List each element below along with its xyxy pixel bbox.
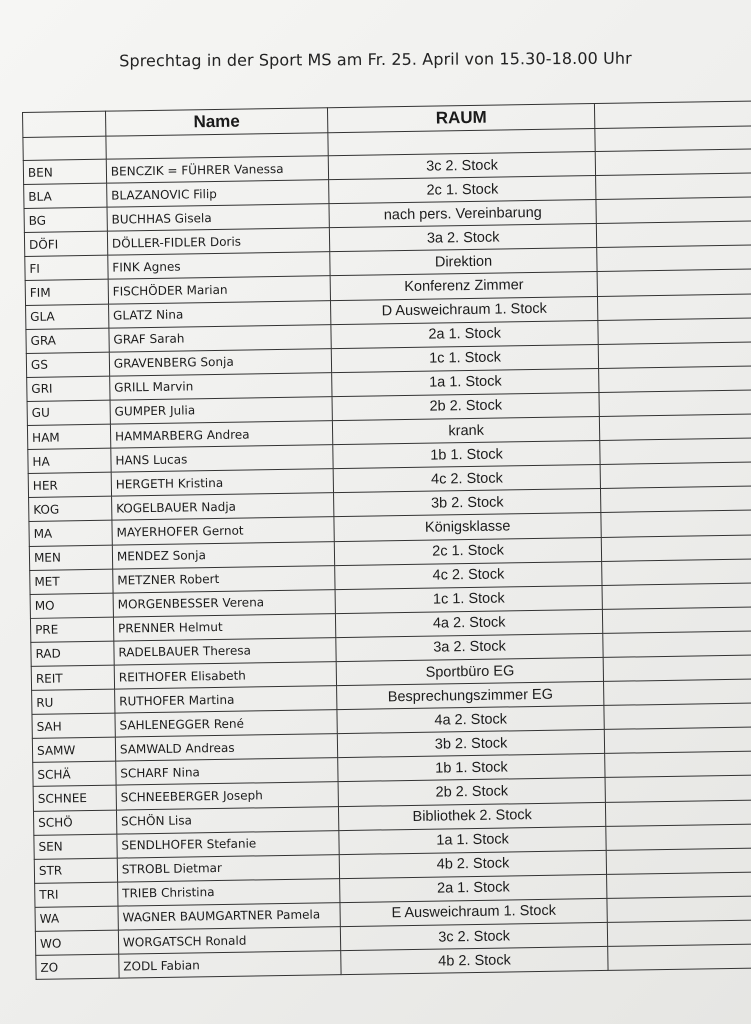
room-cell: 4b 2. Stock	[339, 850, 607, 878]
room-cell: Bibliothek 2. Stock	[338, 802, 606, 830]
room-cell: Besprechungszimmer EG	[337, 681, 605, 709]
name-cell: HANS Lucas	[111, 445, 333, 473]
room-cell: 3b 2. Stock	[337, 730, 605, 758]
name-cell: SAHLENEGGER René	[115, 710, 337, 738]
name-cell: METZNER Robert	[113, 565, 335, 593]
room-cell: 1b 1. Stock	[338, 754, 606, 782]
name-cell: GRAVENBERG Sonja	[109, 348, 331, 376]
extra-cell	[600, 438, 751, 465]
room-cell: 4c 2. Stock	[333, 465, 601, 493]
code-cell: WA	[35, 906, 118, 931]
room-cell: 4b 2. Stock	[341, 946, 609, 974]
room-cell: Sportbüro EG	[336, 657, 604, 685]
extra-cell	[603, 607, 751, 634]
code-cell: HA	[28, 448, 111, 473]
name-cell: ZODL Fabian	[119, 951, 341, 979]
code-cell: MO	[30, 593, 113, 618]
name-cell: SCHNEEBERGER Joseph	[116, 782, 338, 810]
room-cell: 2b 2. Stock	[338, 778, 606, 806]
code-cell: SEN	[34, 834, 117, 859]
room-cell: 1c 1. Stock	[335, 585, 603, 613]
room-cell: 1a 1. Stock	[339, 826, 607, 854]
name-cell: MAYERHOFER Gernot	[112, 517, 334, 545]
name-cell: TRIEB Christina	[118, 878, 340, 906]
page-title: Sprechtag in der Sport MS am Fr. 25. April von 15.30-18.00 Uhr	[119, 48, 632, 71]
name-cell: SCHÖN Lisa	[116, 806, 338, 834]
extra-cell	[607, 896, 751, 923]
name-cell: BUCHHAS Gisela	[107, 204, 329, 232]
blank-cell	[595, 126, 751, 152]
code-cell: SAH	[32, 713, 115, 738]
room-cell: krank	[332, 416, 600, 444]
extra-cell	[596, 197, 751, 224]
header-name: Name	[105, 108, 327, 136]
room-cell: Direktion	[330, 248, 598, 276]
name-cell: FISCHÖDER Marian	[108, 276, 330, 304]
room-cell: nach pers. Vereinbarung	[329, 200, 597, 228]
code-cell: SCHÄ	[33, 761, 116, 786]
blank-cell	[23, 136, 106, 160]
room-cell: 4a 2. Stock	[337, 706, 605, 734]
code-cell: GS	[26, 352, 109, 377]
code-cell: GLA	[26, 304, 109, 329]
code-cell: TRI	[35, 882, 118, 907]
code-cell: BG	[24, 207, 107, 232]
room-cell: D Ausweichraum 1. Stock	[331, 296, 599, 324]
code-cell: WO	[35, 930, 118, 955]
room-cell: 2b 2. Stock	[332, 392, 600, 420]
code-cell: GRI	[27, 376, 110, 401]
room-cell: E Ausweichraum 1. Stock	[340, 898, 608, 926]
header-code	[23, 111, 106, 137]
room-cell: 2c 1. Stock	[334, 537, 602, 565]
extra-cell	[604, 703, 751, 730]
name-cell: STROBL Dietmar	[117, 854, 339, 882]
extra-cell	[598, 293, 751, 320]
name-cell: BLAZANOVIC Filip	[107, 180, 329, 208]
room-cell: 4c 2. Stock	[335, 561, 603, 589]
extra-cell	[599, 366, 751, 393]
name-cell: REITHOFER Elisabeth	[114, 662, 336, 690]
extra-cell	[600, 414, 751, 441]
room-cell: 4a 2. Stock	[335, 609, 603, 637]
room-cell: 2c 1. Stock	[329, 176, 597, 204]
extra-cell	[597, 245, 751, 272]
extra-cell	[599, 390, 751, 417]
code-cell: FI	[25, 256, 108, 281]
extra-cell	[607, 872, 751, 899]
name-cell: PRENNER Helmut	[113, 613, 335, 641]
extra-cell	[606, 823, 751, 850]
room-cell: Königsklasse	[334, 513, 602, 541]
room-cell: 2a 1. Stock	[331, 320, 599, 348]
room-cell: Konferenz Zimmer	[330, 272, 598, 300]
room-cell: 3c 2. Stock	[328, 151, 596, 179]
header-room: RAUM	[328, 104, 596, 133]
name-cell: BENCZIK = FÜHRER Vanessa	[106, 156, 328, 184]
extra-cell	[606, 848, 751, 875]
name-cell: KOGELBAUER Nadja	[111, 493, 333, 521]
code-cell: SAMW	[32, 737, 115, 762]
name-cell: GRILL Marvin	[110, 373, 332, 401]
extra-cell	[603, 655, 751, 682]
name-cell: DÖLLER-FIDLER Doris	[107, 228, 329, 256]
code-cell: GRA	[26, 328, 109, 353]
code-cell: GU	[27, 400, 110, 425]
name-cell: FINK Agnes	[108, 252, 330, 280]
extra-cell	[598, 318, 751, 345]
extra-cell	[598, 342, 751, 369]
blank-cell	[106, 133, 328, 159]
extra-cell	[606, 799, 751, 826]
code-cell: MEN	[29, 545, 112, 570]
name-cell: RUTHOFER Martina	[114, 686, 336, 714]
extra-cell	[601, 510, 751, 537]
code-cell: KOG	[29, 496, 112, 521]
room-cell: 1b 1. Stock	[333, 441, 601, 469]
code-cell: HAM	[27, 424, 110, 449]
name-cell: WAGNER BAUMGARTNER Pamela	[118, 903, 340, 931]
code-cell: ZO	[36, 954, 119, 979]
room-cell: 3a 2. Stock	[336, 633, 604, 661]
code-cell: RU	[32, 689, 115, 714]
name-cell: HAMMARBERG Andrea	[110, 421, 332, 449]
code-cell: PRE	[30, 617, 113, 642]
code-cell: BLA	[24, 183, 107, 208]
name-cell: SENDLHOFER Stefanie	[117, 830, 339, 858]
teacher-room-table	[22, 100, 751, 980]
extra-cell	[597, 269, 751, 296]
extra-cell	[608, 944, 751, 971]
code-cell: HER	[28, 472, 111, 497]
extra-cell	[597, 221, 751, 248]
name-cell: GLATZ Nina	[108, 300, 330, 328]
name-cell: GUMPER Julia	[110, 397, 332, 425]
room-cell: 1c 1. Stock	[331, 344, 599, 372]
room-cell: 1a 1. Stock	[332, 368, 600, 396]
room-cell: 3a 2. Stock	[329, 224, 597, 252]
extra-cell	[604, 727, 751, 754]
name-cell: RADELBAUER Theresa	[114, 638, 336, 666]
code-cell: MA	[29, 521, 112, 546]
extra-cell	[605, 775, 751, 802]
name-cell: SAMWALD Andreas	[115, 734, 337, 762]
name-cell: MORGENBESSER Verena	[113, 589, 335, 617]
code-cell: BEN	[23, 159, 106, 184]
extra-cell	[595, 149, 751, 176]
name-cell: WORGATSCH Ronald	[118, 927, 340, 955]
code-cell: STR	[34, 858, 117, 883]
room-cell: 3b 2. Stock	[334, 489, 602, 517]
extra-cell	[608, 920, 751, 947]
code-cell: DÖFI	[24, 231, 107, 256]
code-cell: MET	[30, 569, 113, 594]
extra-cell	[601, 486, 751, 513]
name-cell: GRAF Sarah	[109, 324, 331, 352]
room-cell: 3c 2. Stock	[340, 922, 608, 950]
extra-cell	[601, 534, 751, 561]
extra-cell	[602, 558, 751, 585]
name-cell: SCHARF Nina	[116, 758, 338, 786]
code-cell: REIT	[31, 665, 114, 690]
code-cell: FIM	[25, 280, 108, 305]
extra-cell	[596, 173, 751, 200]
code-cell: SCHÖ	[33, 810, 116, 835]
header-extra	[595, 101, 751, 129]
extra-cell	[600, 462, 751, 489]
room-cell: 2a 1. Stock	[340, 874, 608, 902]
extra-cell	[604, 679, 751, 706]
extra-cell	[602, 583, 751, 610]
extra-cell	[605, 751, 751, 778]
name-cell: HERGETH Kristina	[111, 469, 333, 497]
name-cell: MENDEZ Sonja	[112, 541, 334, 569]
code-cell: RAD	[31, 641, 114, 666]
extra-cell	[603, 631, 751, 658]
table-body	[23, 126, 751, 980]
code-cell: SCHNEE	[33, 786, 116, 811]
